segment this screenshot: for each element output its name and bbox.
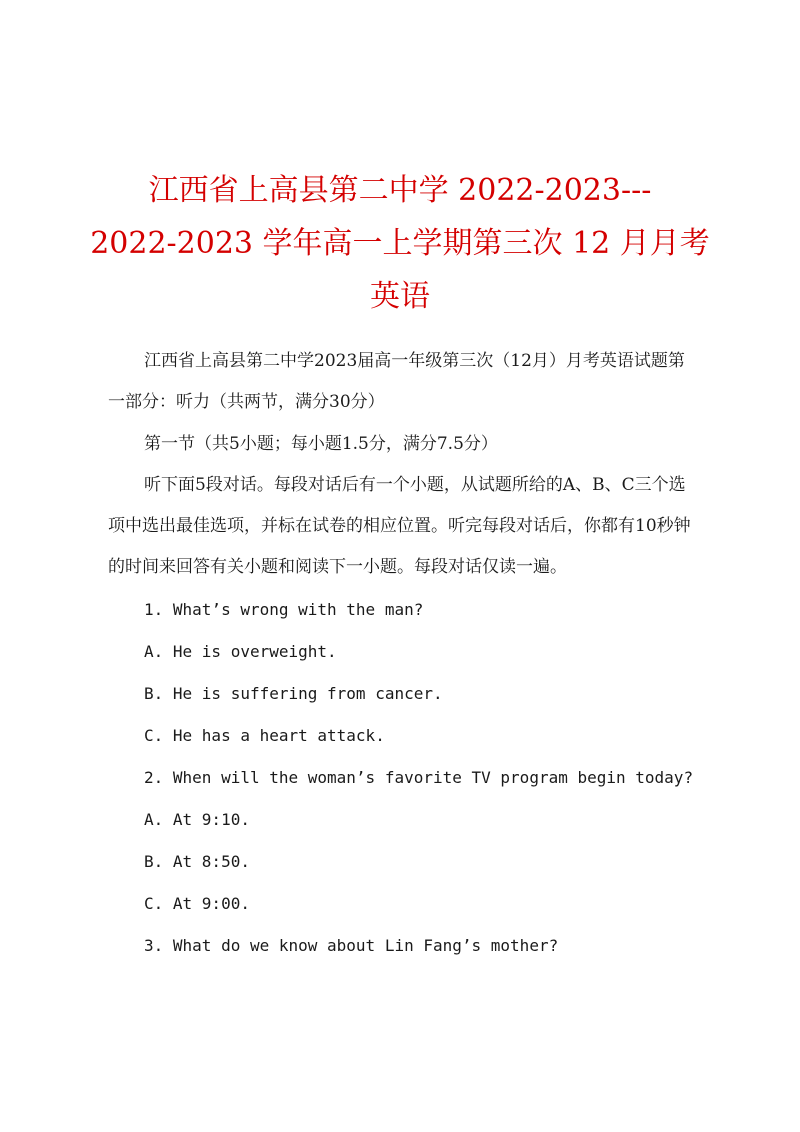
- question-2-option-b: B. At 8:50.: [144, 852, 250, 871]
- question-2-option-a: A. At 9:10.: [144, 810, 250, 829]
- question-1-option-c: C. He has a heart attack.: [144, 726, 385, 745]
- section-heading: 第一节（共5小题；每小题1.5分，满分7.5分）: [144, 434, 498, 454]
- question-3: 3. What do we know about Lin Fang’s mother?: [144, 936, 559, 955]
- question-1: 1. What’s wrong with the man?: [144, 600, 424, 619]
- question-2: 2. When will the woman’s favorite TV program begin today?: [144, 768, 694, 787]
- intro-paragraph: 江西省上高县第二中学2023届高一年级第三次（12月）月考英语试题第一部分：听力（共两节，满分30分）: [108, 351, 685, 412]
- title-line-2: 2022-2023 学年高一上学期第三次 12 月月考: [90, 226, 710, 261]
- question-1-option-b: B. He is suffering from cancer.: [144, 684, 443, 703]
- title-line-3: 英语: [370, 279, 430, 314]
- question-2-option-c: C. At 9:00.: [144, 894, 250, 913]
- directions-paragraph: 听下面5段对话。每段对话后有一个小题，从试题所给的A、B、C三个选项中选出最佳选项，并标在试卷的相应位置。听完每段对话后，你都有10秒钟的时间来回答有关小题和阅读下一小题。每段对话仅读一遍。: [108, 475, 691, 577]
- question-1-option-a: A. He is overweight.: [144, 642, 337, 661]
- title-line-1: 江西省上高县第二中学 2022-2023---: [148, 173, 652, 208]
